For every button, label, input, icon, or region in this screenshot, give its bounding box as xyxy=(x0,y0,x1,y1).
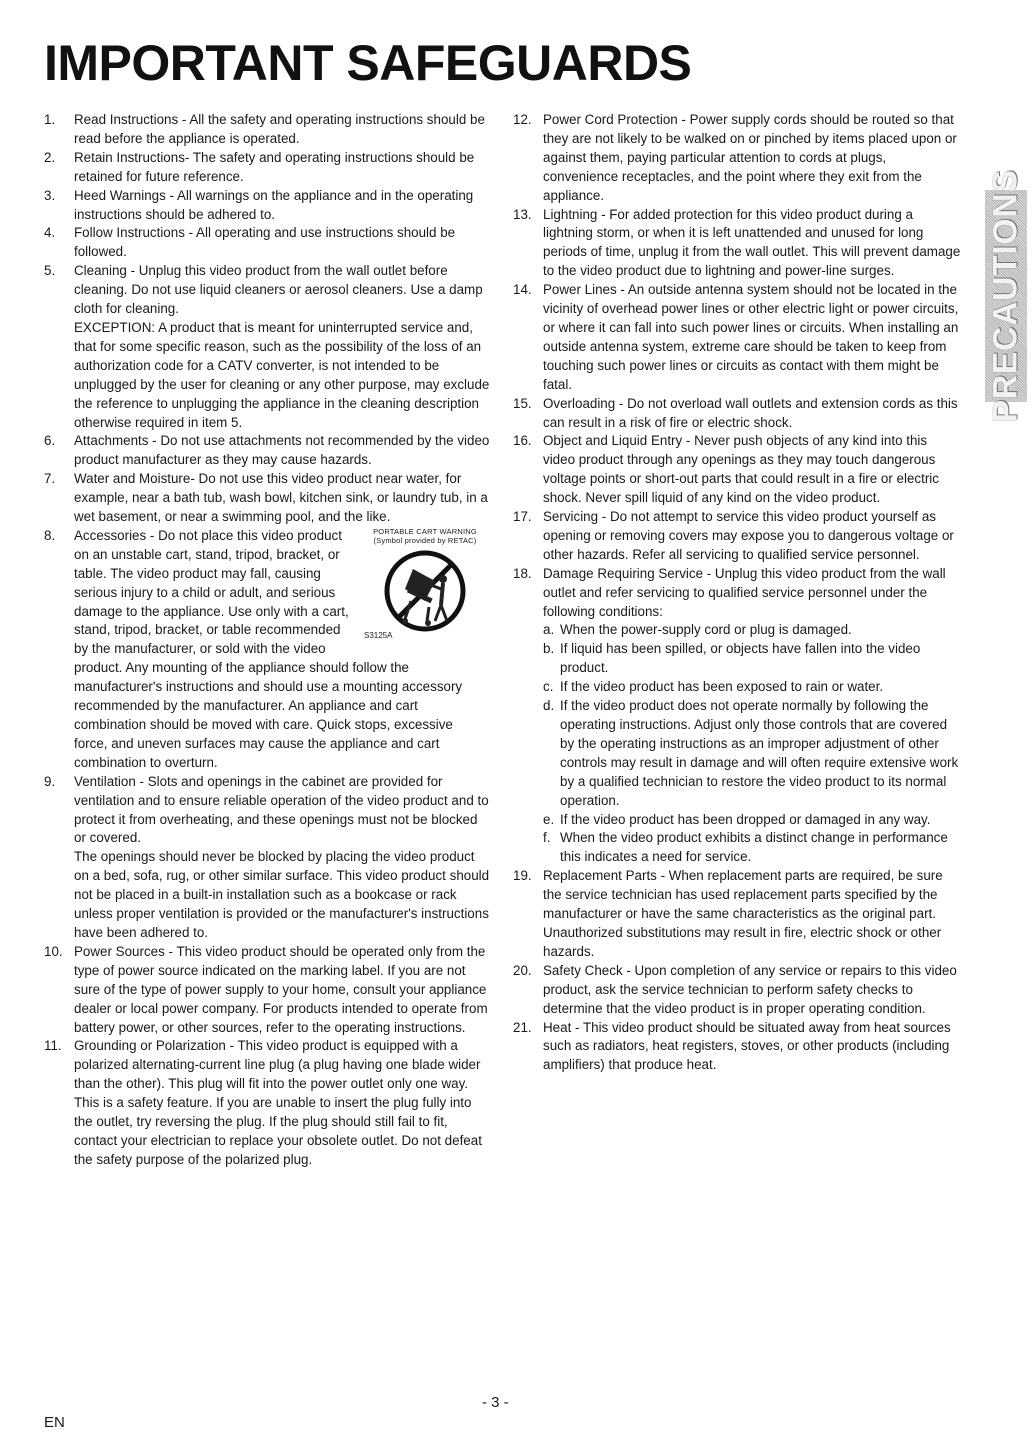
item-text: Object and Liquid Entry - Never push objects of any kind into this video product through any openings as they may touch dangerous voltage points or short-out parts that could result in a fire or electric shock. Never spill liquid of any kind on the video product. xyxy=(543,433,939,506)
item-number: 17. xyxy=(513,509,532,525)
item-number: 12. xyxy=(513,112,532,127)
list-item xyxy=(513,867,961,962)
list-item xyxy=(44,1037,490,1169)
item-number: 7. xyxy=(44,471,56,487)
item-number: 15. xyxy=(513,395,532,411)
item-number: 1. xyxy=(44,112,56,127)
item-number: 10. xyxy=(44,943,63,959)
list-item xyxy=(513,565,961,868)
item-text: Ventilation - Slots and openings in the cabinet are provided for ventilation and to ensure reliable operation of the video product and to protect it from overheating, and these openings must not be blocked or covered. xyxy=(74,773,489,846)
condition-text: When the power-supply cord or plug is damaged. xyxy=(560,622,852,638)
item-number: 20. xyxy=(513,962,532,978)
item-text: Damage Requiring Service - Unplug this video product from the wall outlet and refer servicing to qualified service personnel under the following conditions: xyxy=(543,565,946,619)
condition-letter: b. xyxy=(543,641,555,657)
condition-text: If the video product has been exposed to rain or water. xyxy=(560,679,884,695)
item-text: Read Instructions - All the safety and operating instructions should be read before the appliance is operated. xyxy=(74,112,485,146)
item-number: 13. xyxy=(513,206,532,222)
item-text: Attachments - Do not use attachments not recommended by the video product manufacturer as they may cause hazards. xyxy=(74,433,490,468)
item-text: Grounding or Polarization - This video product is equipped with a polarized alternating-current line plug (a plug having one blade wider than the other). This plug will fit into the power outlet only one way. This is a safety feature. If you are unable to insert the plug fully into the outlet, try reversing the plug. If the plug should still fail to fit, contact your electrician to replace your obsolete outlet. Do not defeat the safety purpose of the polarized plug. xyxy=(74,1038,482,1167)
list-item xyxy=(44,470,490,527)
condition-item xyxy=(543,621,961,640)
condition-item xyxy=(543,697,961,810)
side-tab-label: PRECAUTIONS xyxy=(986,169,1025,423)
item-number: 11. xyxy=(44,1038,62,1054)
precautions-side-tab xyxy=(985,169,1027,423)
item-number: 19. xyxy=(513,868,532,884)
list-item xyxy=(44,111,490,149)
condition-item xyxy=(543,829,961,867)
condition-letter: c. xyxy=(543,679,554,695)
condition-item xyxy=(543,678,961,697)
list-item xyxy=(44,149,490,187)
list-item xyxy=(44,527,490,773)
item-text: Power Cord Protection - Power supply cords should be routed so that they are not likely to be walked on or pinched by items placed upon or against them, paying particular attention to cords at plugs, convenience receptacles, and the point where they exit from the appliance. xyxy=(543,112,957,203)
page-title: IMPORTANT SAFEGUARDS xyxy=(44,35,692,91)
list-item xyxy=(44,187,490,225)
item-text: Follow Instructions - All operating and use instructions should be followed. xyxy=(74,225,456,260)
left-column xyxy=(44,111,490,1170)
item-number: 3. xyxy=(44,187,56,203)
list-item xyxy=(44,224,490,262)
list-item xyxy=(513,432,961,508)
item-exception-text: EXCEPTION: A product that is meant for uninterrupted service and, that for some specific reason, such as the possibility of the loss of an authorization code for a CATV converter, is not intended to be unplugged by the user for cleaning or any other purpose, may exclude the reference to unplugging the appliance in the cleaning description otherwise required in item 5. xyxy=(74,319,490,430)
item-number: 16. xyxy=(513,433,532,449)
item-text: Heed Warnings - All warnings on the appliance and in the operating instructions should be adhered to. xyxy=(74,187,474,222)
item-continuation-text: The openings should never be blocked by placing the video product on a bed, sofa, rug, or other similar surface. This video product should not be placed in a built-in installation such as a bookcase or rack unless proper ventilation is provided or the manufacturer's instructions have been adhered to. xyxy=(74,849,490,940)
condition-list xyxy=(543,621,961,867)
item-number: 8. xyxy=(44,527,56,543)
condition-item xyxy=(543,811,961,830)
item-text: Power Sources - This video product should be operated only from the type of power source indicated on the marking label. If you are not sure of the type of power supply to your home, consult your appliance dealer or local power company. For products intended to operate from battery power, or other sources, refer to the operating instructions. xyxy=(74,943,488,1035)
list-item xyxy=(513,111,961,206)
item-text: Power Lines - An outside antenna system should not be located in the vicinity of overhead power lines or other electric light or power circuits, or where it can fall into such power lines or circuits. When installing an outside antenna system, extreme care should be taken to keep from touching such power lines or circuits as contact with them might be fatal. xyxy=(543,282,959,392)
cart-tipover-icon xyxy=(383,549,467,633)
cart-warning-title: PORTABLE CART WARNING xyxy=(373,526,477,536)
item-text: Servicing - Do not attempt to service this video product yourself as opening or removing covers may expose you to dangerous voltage or other hazards. Refer all servicing to qualified service personnel. xyxy=(543,509,954,562)
item-text: Accessories - Do not place this video product on an unstable cart, stand, tripod, bracket, or table. The video product may fall, causing serious injury to a child or adult, and serious damage to the appliance. Use only with a cart, stand, tripod, bracket, or table recommended by the manufacturer, or sold with the video product. Any mounting of the appliance should follow the manufacturer's instructions and should use a mounting accessory recommended by the manufacturer. An appliance and cart combination should be moved with care. Quick stops, excessive force, and uneven surfaces may cause the appliance and cart combination to overturn. xyxy=(74,527,463,770)
item-number: 5. xyxy=(44,263,56,279)
list-item xyxy=(513,206,961,282)
list-item xyxy=(44,432,490,470)
item-text: Water and Moisture- Do not use this video product near water, for example, near a bath tub, wash bowl, kitchen sink, or laundry tub, in a wet basement, or near a swimming pool, and the like. xyxy=(74,471,488,525)
right-column xyxy=(513,111,961,1075)
item-number: 18. xyxy=(513,565,532,581)
cart-warning-figure xyxy=(360,527,490,649)
condition-letter: a. xyxy=(543,622,555,638)
cart-warning-code: S3125A xyxy=(364,630,393,640)
item-text: Retain Instructions- The safety and operating instructions should be retained for future reference. xyxy=(74,149,475,184)
condition-item xyxy=(543,640,961,678)
item-text: Heat - This video product should be situated away from heat sources such as radiators, heat registers, stoves, or other products (including amplifiers) that produce heat. xyxy=(543,1019,951,1073)
list-item xyxy=(513,1019,961,1076)
condition-text: If liquid has been spilled, or objects have fallen into the video product. xyxy=(560,641,921,676)
item-number: 9. xyxy=(44,773,56,789)
item-text: Replacement Parts - When replacement parts are required, be sure the service technician has used replacement parts specified by the manufacturer or have the same characteristics as the original part. Unauthorized substitutions may result in fire, electric shock or other hazards. xyxy=(543,868,943,959)
item-text: Overloading - Do not overload wall outlets and extension cords as this can result in a risk of fire or electric shock. xyxy=(543,395,958,430)
list-item xyxy=(513,281,961,394)
cart-warning-source: (Symbol provided by RETAC) xyxy=(373,535,477,545)
list-item xyxy=(44,943,490,1038)
item-text: Safety Check - Upon completion of any service or repairs to this video product, ask the service technician to perform safety checks to determine that the video product is in proper operating condition. xyxy=(543,962,957,1016)
condition-letter: d. xyxy=(543,698,555,714)
item-number: 14. xyxy=(513,282,532,298)
cart-warning-caption xyxy=(360,527,490,545)
condition-text: When the video product exhibits a distinct change in performance this indicates a need for service. xyxy=(560,830,948,865)
item-number: 2. xyxy=(44,149,56,165)
list-item xyxy=(44,262,490,432)
list-item xyxy=(44,773,490,943)
item-text: Lightning - For added protection for this video product during a lightning storm, or when it is left unattended and unused for long periods of time, unplug it from the wall outlet. This will prevent damage to the video product due to lightning and power-line surges. xyxy=(543,206,961,279)
condition-text: If the video product has been dropped or damaged in any way. xyxy=(560,811,931,827)
condition-text: If the video product does not operate normally by following the operating instructions. Adjust only those controls that are covered by the operating instructions as an improper adjustment of other controls may result in damage and will often require extensive work by a qualified technician to restore the video product to its normal operation. xyxy=(560,698,959,808)
list-item xyxy=(513,962,961,1019)
list-item xyxy=(513,508,961,565)
condition-letter: e. xyxy=(543,811,555,827)
item-number: 21. xyxy=(513,1019,532,1035)
condition-letter: f. xyxy=(543,830,551,846)
page-number: - 3 - xyxy=(482,1394,509,1411)
item-number: 6. xyxy=(44,433,56,449)
item-text: Cleaning - Unplug this video product from the wall outlet before cleaning. Do not use liquid cleaners or aerosol cleaners. Use a damp cloth for cleaning. xyxy=(74,263,483,317)
list-item xyxy=(513,395,961,433)
language-code: EN xyxy=(44,1414,65,1431)
item-number: 4. xyxy=(44,225,56,241)
